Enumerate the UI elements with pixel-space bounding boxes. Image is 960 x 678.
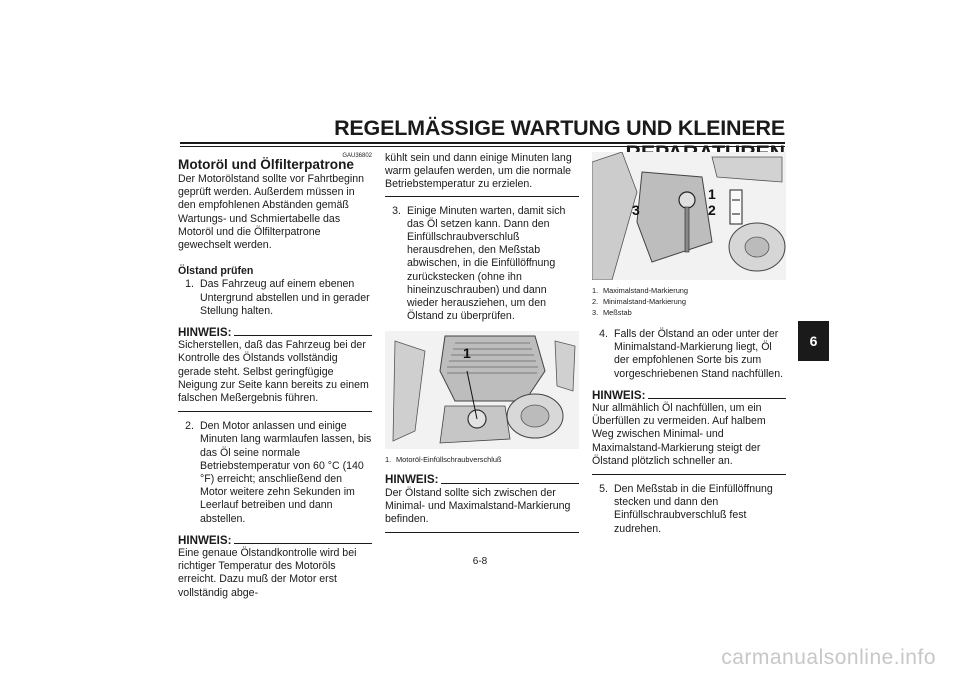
note-end-rule: [385, 532, 579, 533]
caption-item: [592, 285, 786, 296]
column-3: [592, 152, 786, 536]
note-text: Eine genaue Ölstandkontrolle wird bei richtiger Temperatur des Motoröls erreicht. Dazu muß der Motor erst vollständig abge-: [178, 547, 357, 599]
step-text: Einige Minuten warten, damit sich das Öl setzen kann. Dann den Einfüllschraubverschluß herausdrehen, den Meßstab abwischen, in die Einfüllöffnung zurückstecken (ohne ihn hineinzuschrauben) und dann wieder herausziehen, um den Ölstand zu überprüfen.: [407, 204, 566, 323]
caption-text: Motoröl-Einfüllschraubverschluß: [396, 455, 502, 465]
step-2: [178, 420, 372, 526]
note-heading: [385, 473, 579, 486]
note-text: Sicherstellen, daß das Fahrzeug bei der Kontrolle des Ölstands vollständig gerade steht. Selbst geringfügige Neigung zur Seite kann bereits zu einem falschen Meßergebnis führen.: [178, 339, 369, 405]
step-3: [385, 205, 579, 324]
step-text: Den Motor anlassen und einige Minuten lang warmlaufen lassen, bis das Öl seine normale Betriebstemperatur von 60 °C (140 °F) erreicht; anschließend den Motor weitere zehn Sekunden im Leerlauf betreiben und dann abstellen.: [200, 420, 372, 525]
figure-caption: [385, 454, 579, 465]
caption-number: 1.: [592, 286, 599, 295]
caption-number: 3.: [592, 308, 599, 317]
note-rule: [234, 335, 372, 336]
step-1: [178, 278, 372, 318]
caption-number: 2.: [592, 297, 599, 306]
dipstick-figure: [592, 152, 786, 280]
figure-callout-1: 1: [708, 186, 716, 202]
page-number: 6-8: [472, 556, 488, 567]
chapter-tab[interactable]: 6: [798, 321, 829, 361]
caption-text: Minimalstand-Markierung: [603, 297, 686, 306]
dipstick-illustration: [592, 152, 786, 280]
step-number: 2.: [185, 420, 194, 433]
note-end-rule: [592, 474, 786, 475]
caption-text: Meßstab: [603, 308, 632, 317]
caption-text: Maximalstand-Markierung: [603, 286, 689, 295]
step-number: 5.: [599, 483, 608, 496]
caption-item: [385, 454, 579, 465]
note-heading: [178, 534, 372, 547]
title-rule-thin: [180, 146, 785, 147]
note-end-rule: [385, 196, 579, 197]
continued-paragraph: kühlt sein und dann einige Minuten lang warm gelaufen werden, um die normale Betriebstemperatur zu erzielen.: [385, 152, 572, 191]
figure-callout-3: 3: [632, 202, 640, 218]
watermark[interactable]: carmanualsonline.info: [721, 646, 936, 669]
intro-paragraph: Der Motorölstand sollte vor Fahrtbeginn geprüft werden. Außerdem müssen in den empfohlenen Abständen gemäß Wartungs- und Schmiertabelle das Motoröl und die Ölfilterpatrone gewechselt werden.: [178, 173, 365, 252]
note-end-rule: [178, 411, 372, 412]
note-label: HINWEIS:: [592, 388, 646, 402]
page-title: REGELMÄSSIGE WARTUNG UND KLEINERE: [334, 116, 785, 140]
note-heading: [178, 326, 372, 339]
section-code: GAU36802: [342, 153, 372, 159]
caption-item: [592, 307, 786, 318]
engine-figure: [385, 331, 579, 449]
subheading-oil-check: Ölstand prüfen: [178, 265, 254, 278]
note-label: HINWEIS:: [178, 533, 232, 547]
note-rule: [234, 543, 372, 544]
caption-number: 1.: [385, 455, 392, 465]
column-1: [178, 152, 372, 600]
title-rule: [180, 142, 785, 144]
step-number: 1.: [185, 278, 194, 291]
engine-illustration: [385, 331, 579, 449]
note-text: Nur allmählich Öl nachfüllen, um ein Überfüllen zu vermeiden. Auf halbem Weg zwischen Minimal- und Maximalstand-Markierung steigt der Ölstand plötzlich schneller an.: [592, 402, 766, 467]
step-number: 3.: [392, 204, 401, 217]
step-text: Falls der Ölstand an oder unter der Minimalstand-Markierung liegt, Öl der empfohlenen Sorte bis zum vorgeschriebenen Stand nachfüllen.: [614, 328, 784, 380]
step-text: Den Meßstab in die Einfüllöffnung stecken und dann den Einfüllschraubverschluß fest zudrehen.: [614, 483, 773, 535]
caption-item: [592, 296, 786, 307]
column-2: [385, 152, 579, 541]
figure-callout: 1: [463, 345, 471, 362]
step-text: Das Fahrzeug auf einem ebenen Untergrund abstellen und in gerader Stellung halten.: [200, 278, 370, 317]
note-label: HINWEIS:: [385, 473, 439, 487]
step-4: [592, 328, 786, 381]
figure-callout-2: 2: [708, 202, 716, 218]
step-5: [592, 483, 786, 536]
note-label: HINWEIS:: [178, 326, 232, 340]
step-number: 4.: [599, 328, 608, 340]
section-heading: Motoröl und Ölfilterpatrone: [178, 157, 354, 172]
figure-caption: [592, 285, 786, 318]
note-heading: [592, 389, 786, 402]
note-rule: [441, 483, 579, 484]
note-rule: [648, 398, 786, 399]
note-text: Der Ölstand sollte sich zwischen der Minimal- und Maximalstand-Markierung befinden.: [385, 486, 571, 526]
